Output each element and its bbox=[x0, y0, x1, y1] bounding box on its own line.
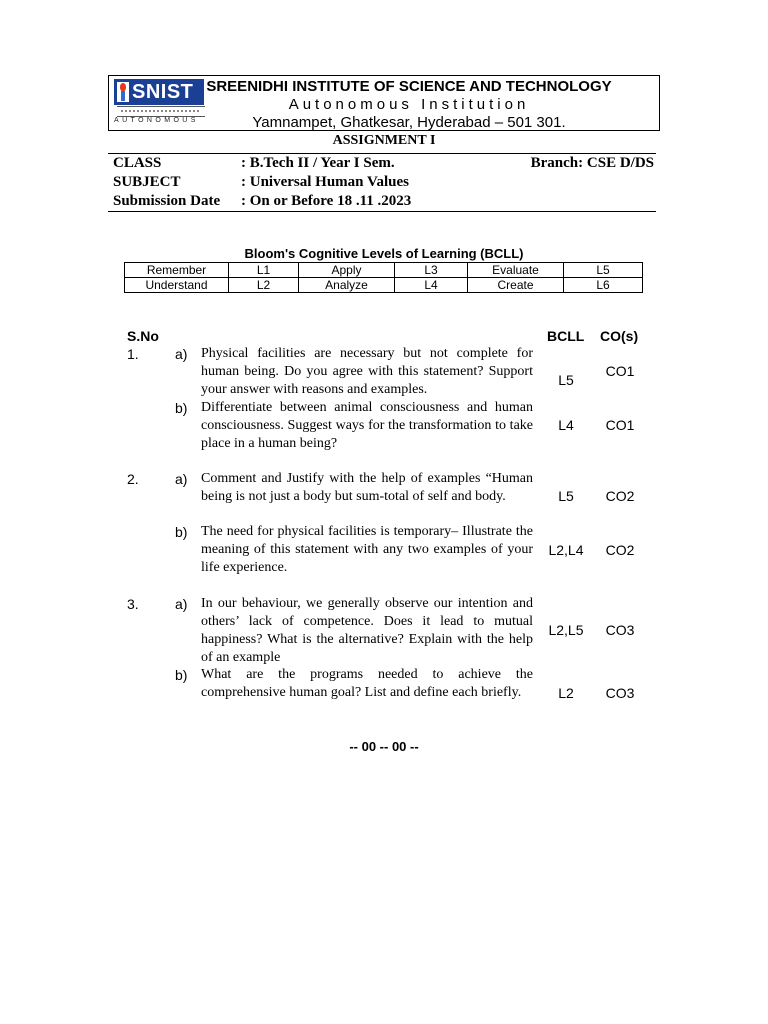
sno-header: S.No bbox=[127, 328, 159, 344]
snist-logo bbox=[114, 79, 204, 127]
question-part-label: b) bbox=[175, 400, 188, 416]
institute-address: Yamnampet, Ghatkesar, Hyderabad – 501 301. bbox=[252, 114, 566, 131]
table-cell: L5 bbox=[564, 263, 643, 278]
co-header: CO(s) bbox=[600, 328, 639, 344]
table-cell: Remember bbox=[125, 263, 229, 278]
divider bbox=[108, 211, 656, 212]
class-value: : B.Tech II / Year I Sem. bbox=[241, 155, 395, 171]
question-text: Comment and Justify with the help of examples “Human being is not just a body but sum-total of self and body. bbox=[201, 471, 533, 504]
bcll-value: L5 bbox=[558, 372, 574, 388]
table-cell: L2 bbox=[229, 278, 299, 293]
co-value: CO2 bbox=[605, 542, 635, 558]
question-text: Physical facilities are necessary but not complete for human being. Do you agree with this statement? Support your answer with reasons and examples. bbox=[201, 346, 533, 397]
divider bbox=[108, 153, 656, 154]
branch-value: Branch: CSE D/DS bbox=[530, 155, 654, 171]
table-cell: Understand bbox=[125, 278, 229, 293]
table-cell: Apply bbox=[299, 263, 395, 278]
question-text: Differentiate between animal consciousness and human consciousness. Suggest ways for the transformation to take place in a human being? bbox=[201, 400, 533, 451]
co-value: CO3 bbox=[605, 622, 635, 638]
question-text: The need for physical facilities is temporary– Illustrate the meaning of this statement with any two examples of your life experience. bbox=[201, 524, 533, 575]
co-value: CO3 bbox=[605, 685, 635, 701]
table-cell: L6 bbox=[564, 278, 643, 293]
question-part-label: a) bbox=[175, 471, 188, 487]
table-cell: Create bbox=[468, 278, 564, 293]
question-part-label: a) bbox=[175, 596, 188, 612]
bcll-header: BCLL bbox=[547, 328, 585, 344]
co-value: CO1 bbox=[605, 363, 635, 379]
institute-type: Autonomous Institution bbox=[288, 96, 530, 113]
co-value: CO1 bbox=[605, 417, 635, 433]
torch-icon bbox=[117, 82, 129, 102]
subject-value: : Universal Human Values bbox=[241, 174, 409, 190]
logo-caption: AUTONOMOUS bbox=[114, 117, 199, 124]
submission-value: : On or Before 18 .11 .2023 bbox=[241, 193, 412, 209]
question-text: What are the programs needed to achieve the comprehensive human goal? List and define each briefly. bbox=[201, 667, 533, 700]
question-number: 1. bbox=[127, 346, 139, 362]
table-row bbox=[125, 278, 643, 293]
question-part-label: a) bbox=[175, 346, 188, 362]
assignment-title: ASSIGNMENT I bbox=[332, 133, 436, 148]
table-cell: Analyze bbox=[299, 278, 395, 293]
subject-row bbox=[113, 174, 658, 194]
class-row bbox=[113, 155, 658, 175]
question-part-label: b) bbox=[175, 524, 188, 540]
submission-row bbox=[113, 193, 658, 213]
class-label: CLASS bbox=[113, 155, 162, 171]
institute-header bbox=[108, 75, 660, 131]
institute-name: SREENIDHI INSTITUTE OF SCIENCE AND TECHNOLOGY bbox=[206, 78, 612, 95]
table-row bbox=[125, 263, 643, 278]
subject-label: SUBJECT bbox=[113, 174, 181, 190]
bcll-table bbox=[124, 262, 643, 293]
bcll-value: L5 bbox=[558, 488, 574, 504]
bcll-value: L4 bbox=[558, 417, 574, 433]
document-footer: -- 00 -- 00 -- bbox=[349, 739, 419, 754]
bcll-value: L2 bbox=[558, 685, 574, 701]
table-cell: Evaluate bbox=[468, 263, 564, 278]
bcll-value: L2,L5 bbox=[548, 622, 584, 638]
table-cell: L1 bbox=[229, 263, 299, 278]
table-cell: L4 bbox=[395, 278, 468, 293]
table-cell: L3 bbox=[395, 263, 468, 278]
question-text: In our behaviour, we generally observe our intention and others’ lack of competence. Does it lead to mutual happiness? What is the alternative? Explain with the help of an example bbox=[201, 596, 533, 665]
bcll-value: L2,L4 bbox=[548, 542, 584, 558]
question-number: 2. bbox=[127, 471, 139, 487]
bcll-title: Bloom's Cognitive Levels of Learning (BCLL) bbox=[244, 246, 524, 261]
question-part-label: b) bbox=[175, 667, 188, 683]
question-number: 3. bbox=[127, 596, 139, 612]
co-value: CO2 bbox=[605, 488, 635, 504]
logo-text: SNIST bbox=[132, 81, 194, 103]
submission-label: Submission Date bbox=[113, 193, 221, 209]
